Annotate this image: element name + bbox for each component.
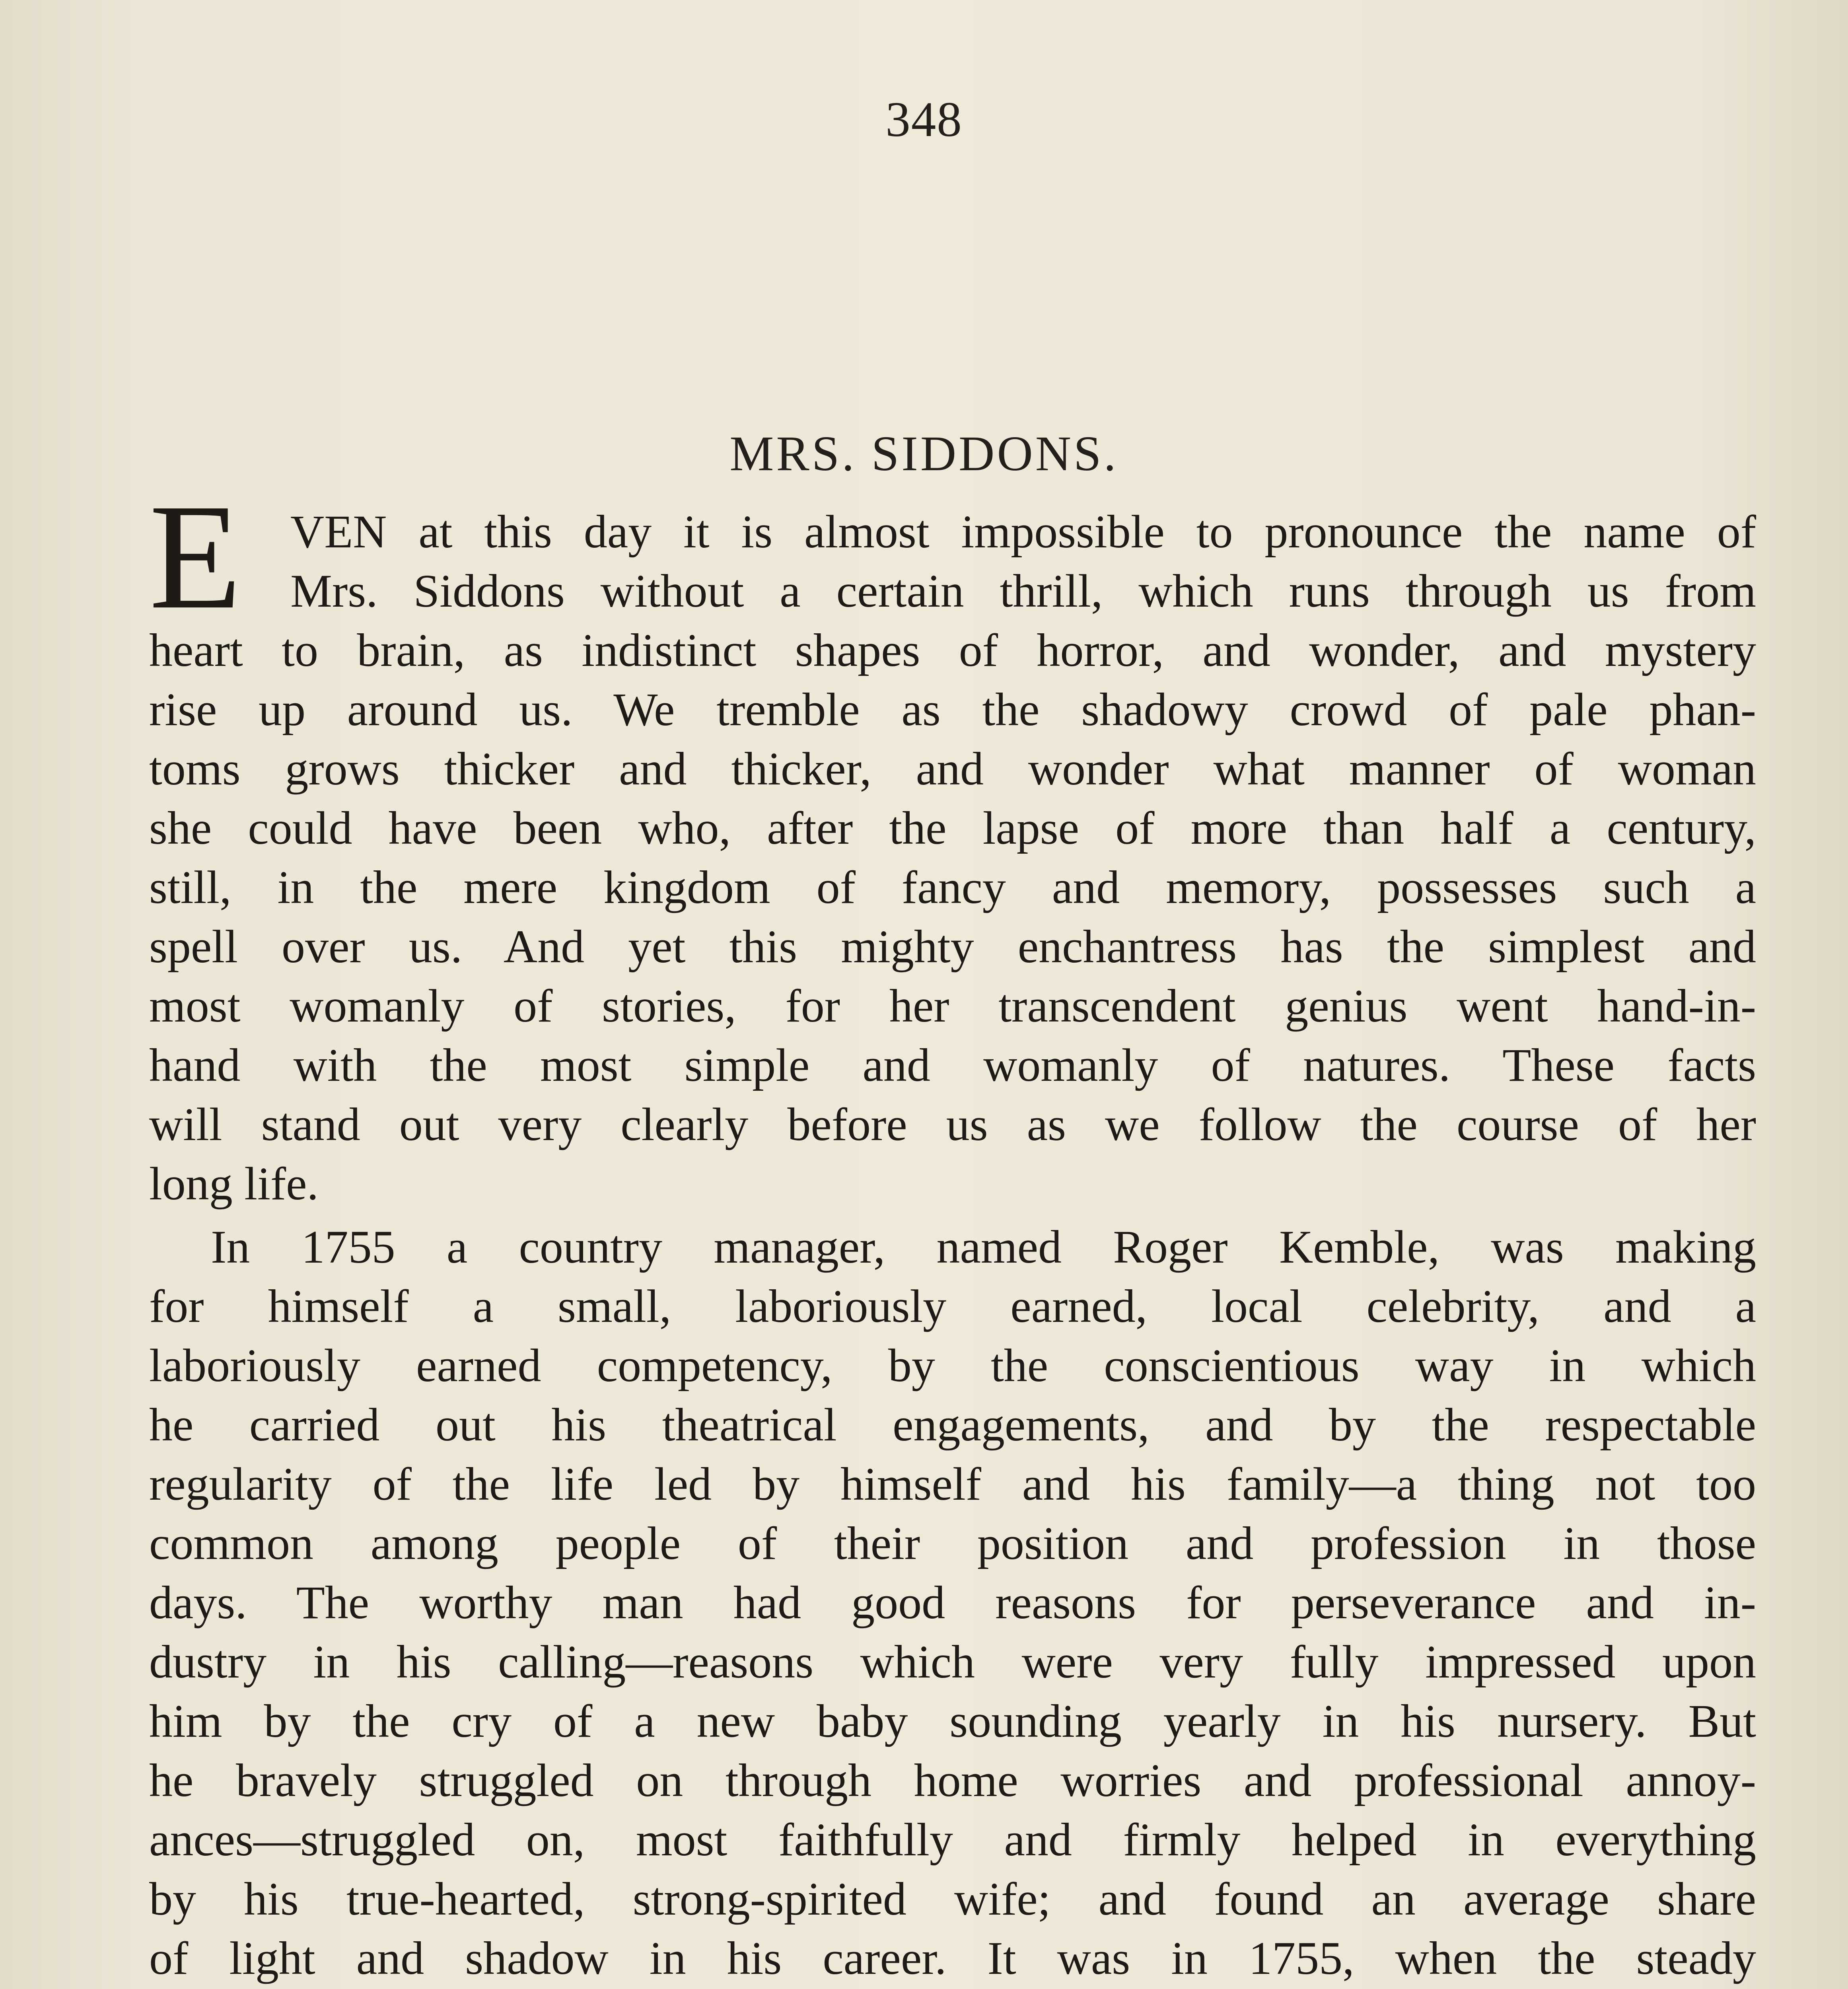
text-line: laboriously earned competency, by the conscientious way in which bbox=[149, 1339, 1756, 1392]
text-line: ances—struggled on, most faithfully and firmly helped in everything bbox=[149, 1814, 1756, 1866]
body-text bbox=[149, 502, 1756, 1989]
text-line: for himself a small, laboriously earned, local celebrity, and a bbox=[149, 1280, 1756, 1332]
drop-cap: E bbox=[149, 473, 242, 640]
text-line: of light and shadow in his career. It was in 1755, when the steady bbox=[149, 1932, 1756, 1984]
paragraph-gap bbox=[149, 1213, 1756, 1217]
text-line: regularity of the life led by himself and his family—a thing not too bbox=[149, 1458, 1756, 1510]
text-line: dustry in his calling—reasons which were very fully impressed upon bbox=[149, 1636, 1756, 1688]
text-line: she could have been who, after the lapse of more than half a century, bbox=[149, 802, 1756, 854]
text-line: still, in the mere kingdom of fancy and memory, possesses such a bbox=[149, 861, 1756, 913]
text-line: most womanly of stories, for her transcendent genius went hand-in- bbox=[149, 980, 1756, 1032]
text-line: Mrs. Siddons without a certain thrill, which runs through us from bbox=[290, 565, 1756, 617]
text-line: In 1755 a country manager, named Roger Kemble, was making bbox=[211, 1221, 1756, 1273]
text-line: toms grows thicker and thicker, and wonder what manner of woman bbox=[149, 743, 1756, 795]
page-number: 348 bbox=[885, 92, 963, 147]
text-line: hand with the most simple and womanly of natures. These facts bbox=[149, 1039, 1756, 1091]
text-line: heart to brain, as indistinct shapes of horror, and wonder, and mystery bbox=[149, 624, 1756, 676]
text-line: spell over us. And yet this mighty enchantress has the simplest and bbox=[149, 921, 1756, 973]
text-line: will stand out very clearly before us as we follow the course of her bbox=[149, 1098, 1756, 1150]
chapter-title: MRS. SIDDONS. bbox=[729, 426, 1119, 481]
text-line: long life. bbox=[149, 1158, 319, 1210]
text-line: VEN at this day it is almost impossible to pronounce the name of bbox=[290, 506, 1756, 558]
text-line: he carried out his theatrical engagements, and by the respectable bbox=[149, 1399, 1756, 1451]
text-line: him by the cry of a new baby sounding yearly in his nursery. But bbox=[149, 1695, 1756, 1747]
text-line: common among people of their position and profession in those bbox=[149, 1517, 1756, 1569]
text-line: by his true-hearted, strong-spirited wife; and found an average share bbox=[149, 1873, 1756, 1925]
text-line: rise up around us. We tremble as the shadowy crowd of pale phan- bbox=[149, 683, 1756, 736]
text-line: he bravely struggled on through home worries and professional annoy- bbox=[149, 1754, 1756, 1806]
text-line: days. The worthy man had good reasons for perseverance and in- bbox=[149, 1576, 1756, 1629]
